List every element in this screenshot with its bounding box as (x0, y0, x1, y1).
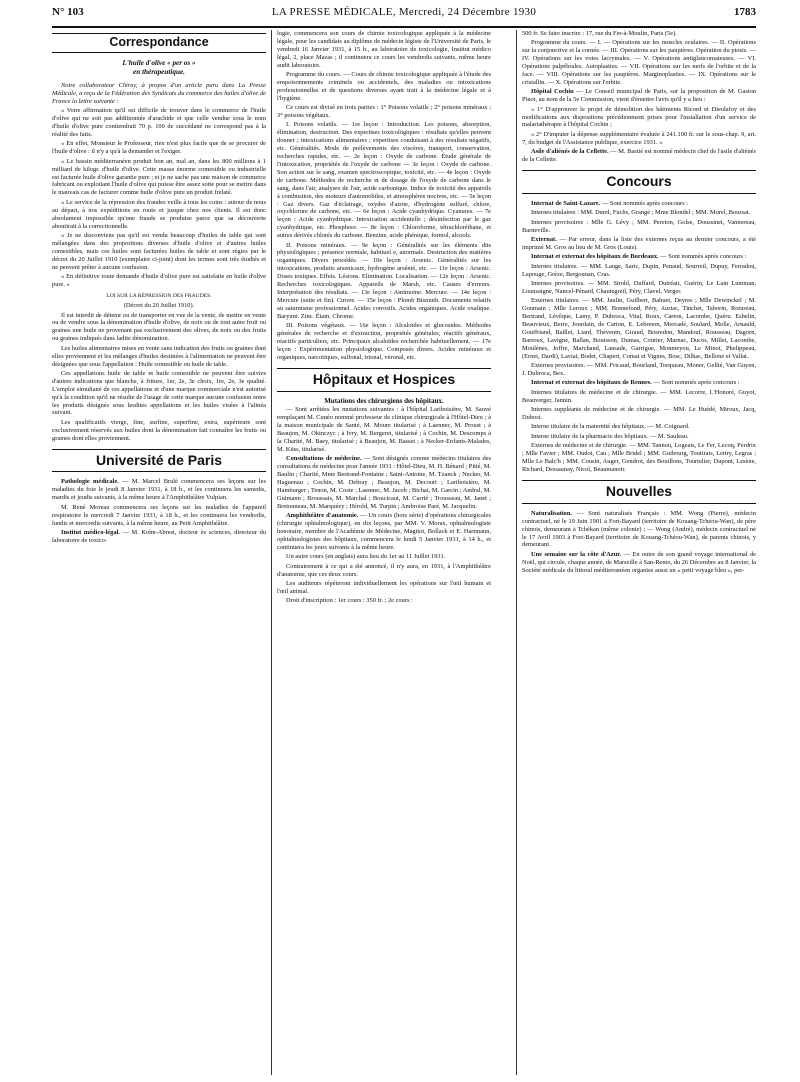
paragraph: II. Poisons minéraux. — 9e leçon : Généralités sur les éléments dits physiologiques ; présence normale, habituel e, anormale. Destruction des matières organiques. Divers procédés. — 10e leçon : Arsenic. Généralités sur les intoxications, produits arsenicaux, hydrogène arsénié, etc. — 11e leçon : Arsenic. Doses toxiques. Effets. Lésions. Elimination. Localisation. — 12e leçon : Arsenic. Recherches toxicologiques. Appareils de Marsh, etc. Causes d'erreurs. Interprétation des résultats. — 13e leçon : Antimoine. Mercure. — 14e leçon : Mercure (suite et fin). Cuivre. — 15e leçon : Plomb Bismuth. Documents relatifs au saturnisme professionnel. Acides corrosifs. Acides organiques. Acide oxalique. Baryum. Zinc. Étain. Chrome. (277, 241, 491, 320)
paragraph: Internat et externat des hôpitaux de Rennes. — Sont nommés après concours : (531, 379, 740, 387)
paragraph: Contrairement à ce qui a été annoncé, il n'y aura, en 1931, à l'Amphithéâtre d'anatomie, que ces deux cours. (277, 562, 491, 578)
section-heading-universite: Université de Paris (52, 449, 266, 473)
paragraph: Une semaine sur la côte d'Azur. — En outre de son grand voyage international de Noël, qui circule, chaque année, de Marseille à San-Remo, du 26 Décembre au 8 Janvier, la Société médicale du littoral méditerranéen organise aussi un « petit voyage bleu », per- (522, 550, 756, 574)
paragraph: Externat. — Par erreur, dans la liste des externes reçus au dernier concours, a été imprimé M. Gros au lieu de M. Gros (Louis). (522, 236, 756, 251)
paragraph: Amphithéâtre d'anatomie. — Un cours (hors série) d'opérations chirurgicales (chirurgie ophtalmologique), en dix leçons, par MM. V. Morax, ophtalmologiste honoraire, membre de l'Académie de Médecine, Magitot, Bollack et E. Hartmann, ophtalmologistes des hôpitaux, commencera le lundi 5 Janvier 1931, à 14 h., et continuera les jours suivants à la même heure. (277, 512, 491, 551)
column-rule (271, 30, 272, 1075)
section-heading-nouvelles: Nouvelles (522, 480, 756, 504)
paragraph: Ces appellations huile de table et huile comestible ne peuvent être suivies d'autres indications que blanche, à friture, 1er, 2e, 3e choix, 1re, 2e, 3e qualité. L'emploi simultané de ces appellations et d'une marque commerciale n'est autorisé qu'à la condition qu'il ne résulte de l'usage de cette marque aucune confusion entre les produits désignés sous lesdites appellations et les huiles visées à l'alinéa suivant. (52, 369, 266, 417)
page-number: 1783 (734, 6, 756, 18)
page-header (52, 4, 756, 28)
paragraph: Consultations de médecine. — Sont désignés comme médecins titulaires des consultations de médecine pour l'année 1931 : Hôtel-Dieu, M. H. Bénard ; Pitié, M. Baulin ; Charité, Mme Bertrand-Fontaine ; Saint-Antoine, M. Tzanck ; Necker, M. Haguenau ; Cochin, M. Debray ; Beaujon, M. Decourt ; Lariboisière, M. Hamburger ; Tenon, M. Coste ; Laennec, M. Jacob ; Bichat, M. Garcin ; Andral, M. Guimann ; Broussais, M. Marchal ; Boucicaut, M. Carrié ; Trousseau, M. Janet ; Bretonneau, M. Marquézy ; Hérold, M. Turpin ; Ambroise Paré, M. Jacquelin. (277, 455, 491, 510)
section-heading-correspondance: Correspondance (52, 33, 266, 53)
paragraph: Interne titulaire de la pharmacie des hôpitaux. — M. Sauleau. (531, 432, 689, 440)
journal-title: LA PRESSE MÉDICALE, Mercredi, 24 Décembre 1930 (271, 6, 537, 18)
paragraph: Asile d'aliénés de la Cellette. — M. Bastié est nommé médecin chef de l'asile d'aliénés de la Cellette. (522, 148, 756, 164)
paragraph: Il est interdit de détenir ou de transporter en vue de la vente, de mettre en vente ou de vendre sous la dénomination d'huile d'olive, de noix ou de tout autre fruit ou graines une huile ne provenant pas exclusivement des olives, de noix ou des fruits ou graines indiqués dans ladite dénomination. (52, 311, 266, 343)
paragraph: M. René Moreau commencera ses leçons sur les maladies de l'appareil respiratoire le mercredi 7 Janvier 1931, à 18 h., et les continuera les vendredis, lundis et mercredis suivants, à la même heure, au Petit Amphithéâtre. (52, 503, 266, 527)
paragraph: « Le service de la répression des fraudes veille à tous les coins : autour de nous au départ, à nos expéditions en route et jusque chez nos clients. Il est donc absolument impossible qu'une fraude se produise parce que sa découverte aboutirait à la correctionnelle. (52, 198, 266, 230)
paragraph: Internes titulaires : MM. Durel, Fuchs, Grangé ; Mme Blondel ; MM. Morel, Boursat. (531, 209, 751, 217)
paragraph: Les huiles alimentaires mises en vente sans indication des fruits ou graines dont elles proviennent et les mélanges d'huiles destinées à l'alimentation ne peuvent être désignées que sous l'appellation : Huile comestible ou huile de table. (52, 344, 266, 368)
paragraph: Internat et externat des hôpitaux de Bordeaux. — Sont nommés après concours : (531, 253, 747, 261)
paragraph: Les auditeurs répéteront individuellement les opérations sur l'œil humain et l'œil animal. (277, 580, 491, 595)
paragraph: Notre collaborateur Chiray, à propos d'un article paru dans La Presse Médicale, a reçu de la Fédération des Syndicats du commerce des huiles d'olive de France la lettre suivante : (52, 82, 266, 105)
section-heading-concours: Concours (522, 170, 756, 194)
paragraph: Interne titulaire de la maternité des hôpitaux. — M. Coignard. (531, 423, 690, 431)
paragraph: Internes provisoires : Mlle G. Lévy ; MM. Pereton, Golse, Doussinet, Vannereau, Barneville. (522, 218, 756, 234)
paragraph: Externes titulaires. — MM. Jaulin, Guilbert, Bahuet, Deyres ; Mlle Dewinckel ; M. Goumain ; Mlle Leroux ; MM. Bonnefond, Péry, Auriac, Tinchet, Taborin, Rotureau, Bertrand, Lévêque, Lamy, P. Dubroca, Vital, Roux, Carton, Lacombe, Quéru. Esbelin, Beauvieux, Berre, Jourdain, de Carton, E. Lebreton, Mercadé, Soulard, Molle, Arnauld, Gouffriand, Baillet, Liard, Thévenin, Giraud, Bosredon, Mandouf, Rousseau, Dagorn, Barroux, Lavigne, Ballan, Bouisson, Dumas, Courier, Marnac, Ducos, Millet, Lacombe, Moulènes, Joffre, Marchand, Lansade, Garrigue, Monmeyou, Le Minot, Phelippeau, (Ernet, Dardi), Laviat, Bodet, Chapert, Comat et Vignes, Bosc, Dilhac, Bellone et Vallat. (522, 297, 756, 360)
paragraph: Naturalisation. — Sont naturalisés Français : MM. Wong (Pierre), médecin contractuel, né le 19 Juin 1901 à Fort-Bayard (territoire de Kouang-Tchéou-Wan), de père chinois, demeurant à Tchékan (même colonie) ; — Wong (André), médecin contractuel né le 17 Avril 1903 à Fort-Bayard (territoire de Kouang-Tchéou-Wan), de parents chinois, y demeurant. (522, 509, 756, 549)
paragraph: Externes de médecine et de chirurgie. — MM. Tannou, Logeais, Le Fer, Lecoq, Perdrix ; Mlle Favier ; MM. Oudot, Cau ; Mlle Bridel ; MM. Guibourg, Toutirais, Lettry, Legras ; Mlle Le Balc'h ; MM. Cousin, Auger, Gendrot, des Bouillons, Tourtelier, Dupont, Lesène, Richard, Dessaunay, Nicol, Beaumanoir. (522, 442, 756, 473)
column-2 (277, 30, 491, 1080)
column-rule (516, 30, 517, 1075)
paragraph: Institut médico-légal. — M. Kohn-Abrest, docteur ès sciences, directeur du laboratoire de toxico- (52, 528, 266, 544)
paragraph: — Sont arrêtées les mutations suivantes : à l'hôpital Lariboisière, M. Sauvé remplaçant M. Cunéo nommé professeur de clinique chirurgicale à l'Hôtel-Dieu ; à la maison municipale de Santé, M. Moure titularisé ; à Laennec, M. Proust ; à Beaujon, M. Okinczyc ; à Ivry, M. Bergeret, titularisé ; à Cochin, M. Descomps à la Charité, M. Baey, titularisé ; à Beaujon, M. Basset ; à Necker-Enfants-Malades, M. Küss, titularisé. (277, 406, 491, 453)
paragraph: Pathologie médicale. — M. Marcel Brulé commencera ses leçons sur les maladies du foie le jeudi 8 Janvier 1931, à 18 h., et les continuera les samedis, mardis et jeudis suivants, à la même heure à l'Amphithéâtre Vulpian. (52, 478, 266, 502)
subsection-title: Mutations des chirurgiens des hôpitaux. (324, 396, 444, 405)
paragraph: Programme du cours. — Cours de chimie toxicologique appliquée à l'étude des empoisonnements criminels ou accidentels, des maladies ou intoxications professionnelles et de questions diverses ayant trait à la médecine légale et à l'hygiène. (277, 71, 491, 102)
paragraph: Programme du cours. — I. — Opérations sur les muscles oculaires. — II. Opérations sur la conjonctive et la cornée. — III. Opérations sur les paupières. Opération du ptosis. — IV. Opérations sur les voies lacrymales. — V. Opérations antiglaucomateuses. — VI. Opérations palpébrales. Autoplasties. — VII. Opérations sur les nerfs de l'orbite et de la face. — VIII. Opérations sur les paupières. Marginoplasties. — IX. Opérations sur le cristallin. — X. Opérations sur l'orbite. (522, 39, 756, 86)
paragraph: Droit d'inscription : 1er cours : 350 fr. ; 2e cours : (286, 597, 413, 605)
section-heading-hopitaux: Hôpitaux et Hospices (277, 368, 491, 392)
paragraph: « 1° D'approuver le projet de démolition des bâtiments Ricord et Dieulafoy et des modifications aux dispositions précédemment prises pour l'installation d'un service de malariathérapie à l'hôpital Cochin ; (522, 105, 756, 129)
law-date: (Décret du 20 Juillet 1910). (123, 302, 195, 310)
column-1 (52, 30, 266, 1080)
paragraph: Hôpital Cochin — Le Conseil municipal de Paris, sur la proposition de M. Gaston Pinot, au nom de la 5e Commission, vient d'émettre l'avis qu'il y a lieu : (522, 88, 756, 104)
paragraph: logie, commencera son cours de chimie toxicologique appliquée à la médecine légale, pour les candidats au diplôme de médecin légiste de l'Université de Paris, le vendredi 16 Janvier 1931, à 15 h., au laboratoire de toxicologie, Institut médico légal, 2, place Mazas ; il continuera ce cours les vendredis suivants, même heure audit laboratoire. (277, 30, 491, 69)
paragraph: « Votre affirmation qu'il est difficile de trouver dans le commerce de l'huile d'olive qui ne soit pas additionnée d'arachide et que celle vendue sous le nom d'huile d'olive pure contiendrait 70 p. 100 de succédané ne correspond pas à la réalité des faits. (52, 107, 266, 139)
paragraph: 500 fr. Se faire inscrire : 17, rue du Fer-à-Moulin, Paris (5e). (522, 30, 677, 37)
paragraph: Internes provisoires. — MM. Strohl, Duffard, Dutréait, Guérin, Le Lain Lumman, Lounsaigne, Nancel-Pénard, Chautegreil, Péry, Clavel, Verger. (522, 280, 756, 295)
paragraph: « Je ne disconviens pas qu'il est vendu beaucoup d'huiles de table qui sont mélangées dans des proportions diverses d'huile d'olive et d'autres huiles comestibles, mais ces huiles sont facturées huiles de table et sont régies par le décret du 20 Juillet 1910 (exemplaire ci-joint) dont les termes sont très étudiés et ne peuvent prêter à aucune confusion. (52, 231, 266, 271)
paragraph: « Le bassin méditerranéen produit bon an, mal an, dans les 800 millions à 1 milliard de kilogr. d'huile d'olive. Cette masse énorme comestible ou industrielle est facturée huile d'olive garantie pure ; et je ne sache pas une maison de commerce fabricant ou exploitant l'huile d'olive qui puisse être assez sotte pour se mettre dans le mauvais cas de facturer comme huile d'olive pure un produit frelaté. (52, 157, 266, 197)
issue-number: N° 103 (52, 6, 84, 18)
paragraph: Internes titulaires. — MM. Lauge, Saric, Dupin, Penaud, Sourreil, Dupuy, Ferradou, Lapouge, Grèze, Bergounan, Cras. (522, 262, 756, 278)
law-title: LOI SUR LA RÉPRESSION DES FRAUDES. (106, 292, 212, 299)
paragraph: Internes titulaires de médecine et de chirurgie. — MM. Lecorre, L'Honoré, Guyot, Beauverger, Jannin. (522, 388, 756, 404)
paragraph: Un autre cours (en anglais) aura lieu du 1er au 11 Juillet 1931. (286, 553, 446, 561)
paragraph: I. Poisons volatils. — 1re leçon : Introduction. Les poisons, absorption, élimination, destruction. Des expertises toxicologiques : résultats qu'elles peuvent donner ; intoxications alimentaires ; expertises conduisant à des résultats négatifs, etc. Généralités. Mode de prélèvements des viscères, transport, conservation, recherches rapides, etc. — 2e leçon : Oxyde de carbone. Étude générale de l'intoxication, propriétés de l'oxyde de carbone — 3e leçon : Oxyde de carbone. Son action sur le sang, examen spectroscopique, toxicité, etc. — 4e leçon : Oxyde de carbone. Méthodes de recherche et de dosage de l'oxyde de carbone dans le sang, dans l'air, analyses de l'air, acide carbonique. Indice de toxicité des appareils à combustion, des moteurs d'automobiles, et atmosphères nocives, etc. — 5e leçon : Gaz divers. Gaz d'éclairage, oxydes d'azote, d'hydrogène sulfuré, chlore, oxychlorure de carbone, etc. — 6e leçon : Acide cyanhydrique. Cyanures. — 7e leçon : Acide cyanhydrique. Intoxication accidentelle ; désinfection par le gaz cyanhydrique, etc. Phosphore. — 8e leçon : Chloroforme, tétrachloréthane, et autres dérivés chlorés du carbone. Benzine, acide phénique, formol, alcools. (277, 121, 491, 240)
paragraph: Les qualificatifs vierge, fine, surfine, superfine, extra, supérieure sont exclusivement réservés aux huiles dont la dénomination fait connaître les fruits ou graines dont elles proviennent. (52, 418, 266, 442)
article-subtitle: L'huile d'olive « per os » en thérapeutique. (122, 58, 196, 76)
paragraph: Internes suppléants de médecine et de chirurgie. — MM. Le Huédé, Miroux, Jacq, Dubost. (522, 406, 756, 422)
paragraph: III. Poisons végétaux. — 16e leçon : Alcaloïdes et glucosides. Méthodes générales de recherche et d'extraction, propriétés générales, réactifs généraux, réactifs particuliers, etc. Principaux alcaloïdes recherchés habituellement. — 17e leçon : Expérimentation physiologique. Composés divers. Acides minéraux et organiques, narcotiques, sulfonal, trional, véronal, etc. (277, 322, 491, 361)
paragraph: « 2° D'imputer la dépense supplémentaire évaluée à 241.100 fr. sur le sous-chap. 9, art. 7, du budget de l'Assistance publique, exercice 1931. » (522, 130, 756, 146)
paragraph: Externes provisoires. — MM. Fricaud, Bourland, Torqueau, Moner, Gellié, Van Guyen, J. Dubroca, Bex. (522, 362, 756, 378)
paragraph: « En définitive toute demande d'huile d'olive pure est satisfaite en huile d'olive pure. » (52, 272, 266, 288)
paragraph: « En effet, Monsieur le Professeur, rien n'est plus facile que de se procurer de l'huile d'olive : il n'y a qu'à la demander et l'exiger. (52, 140, 266, 156)
paragraph: Internat de Saint-Lazare. — Sont nommés après concours : (531, 199, 688, 207)
column-3 (522, 30, 756, 1080)
paragraph: Ce cours est divisé en trois parties : 1° Poisons volatils ; 2° poisons minéraux ; 3° poisons végétaux. (277, 104, 491, 120)
